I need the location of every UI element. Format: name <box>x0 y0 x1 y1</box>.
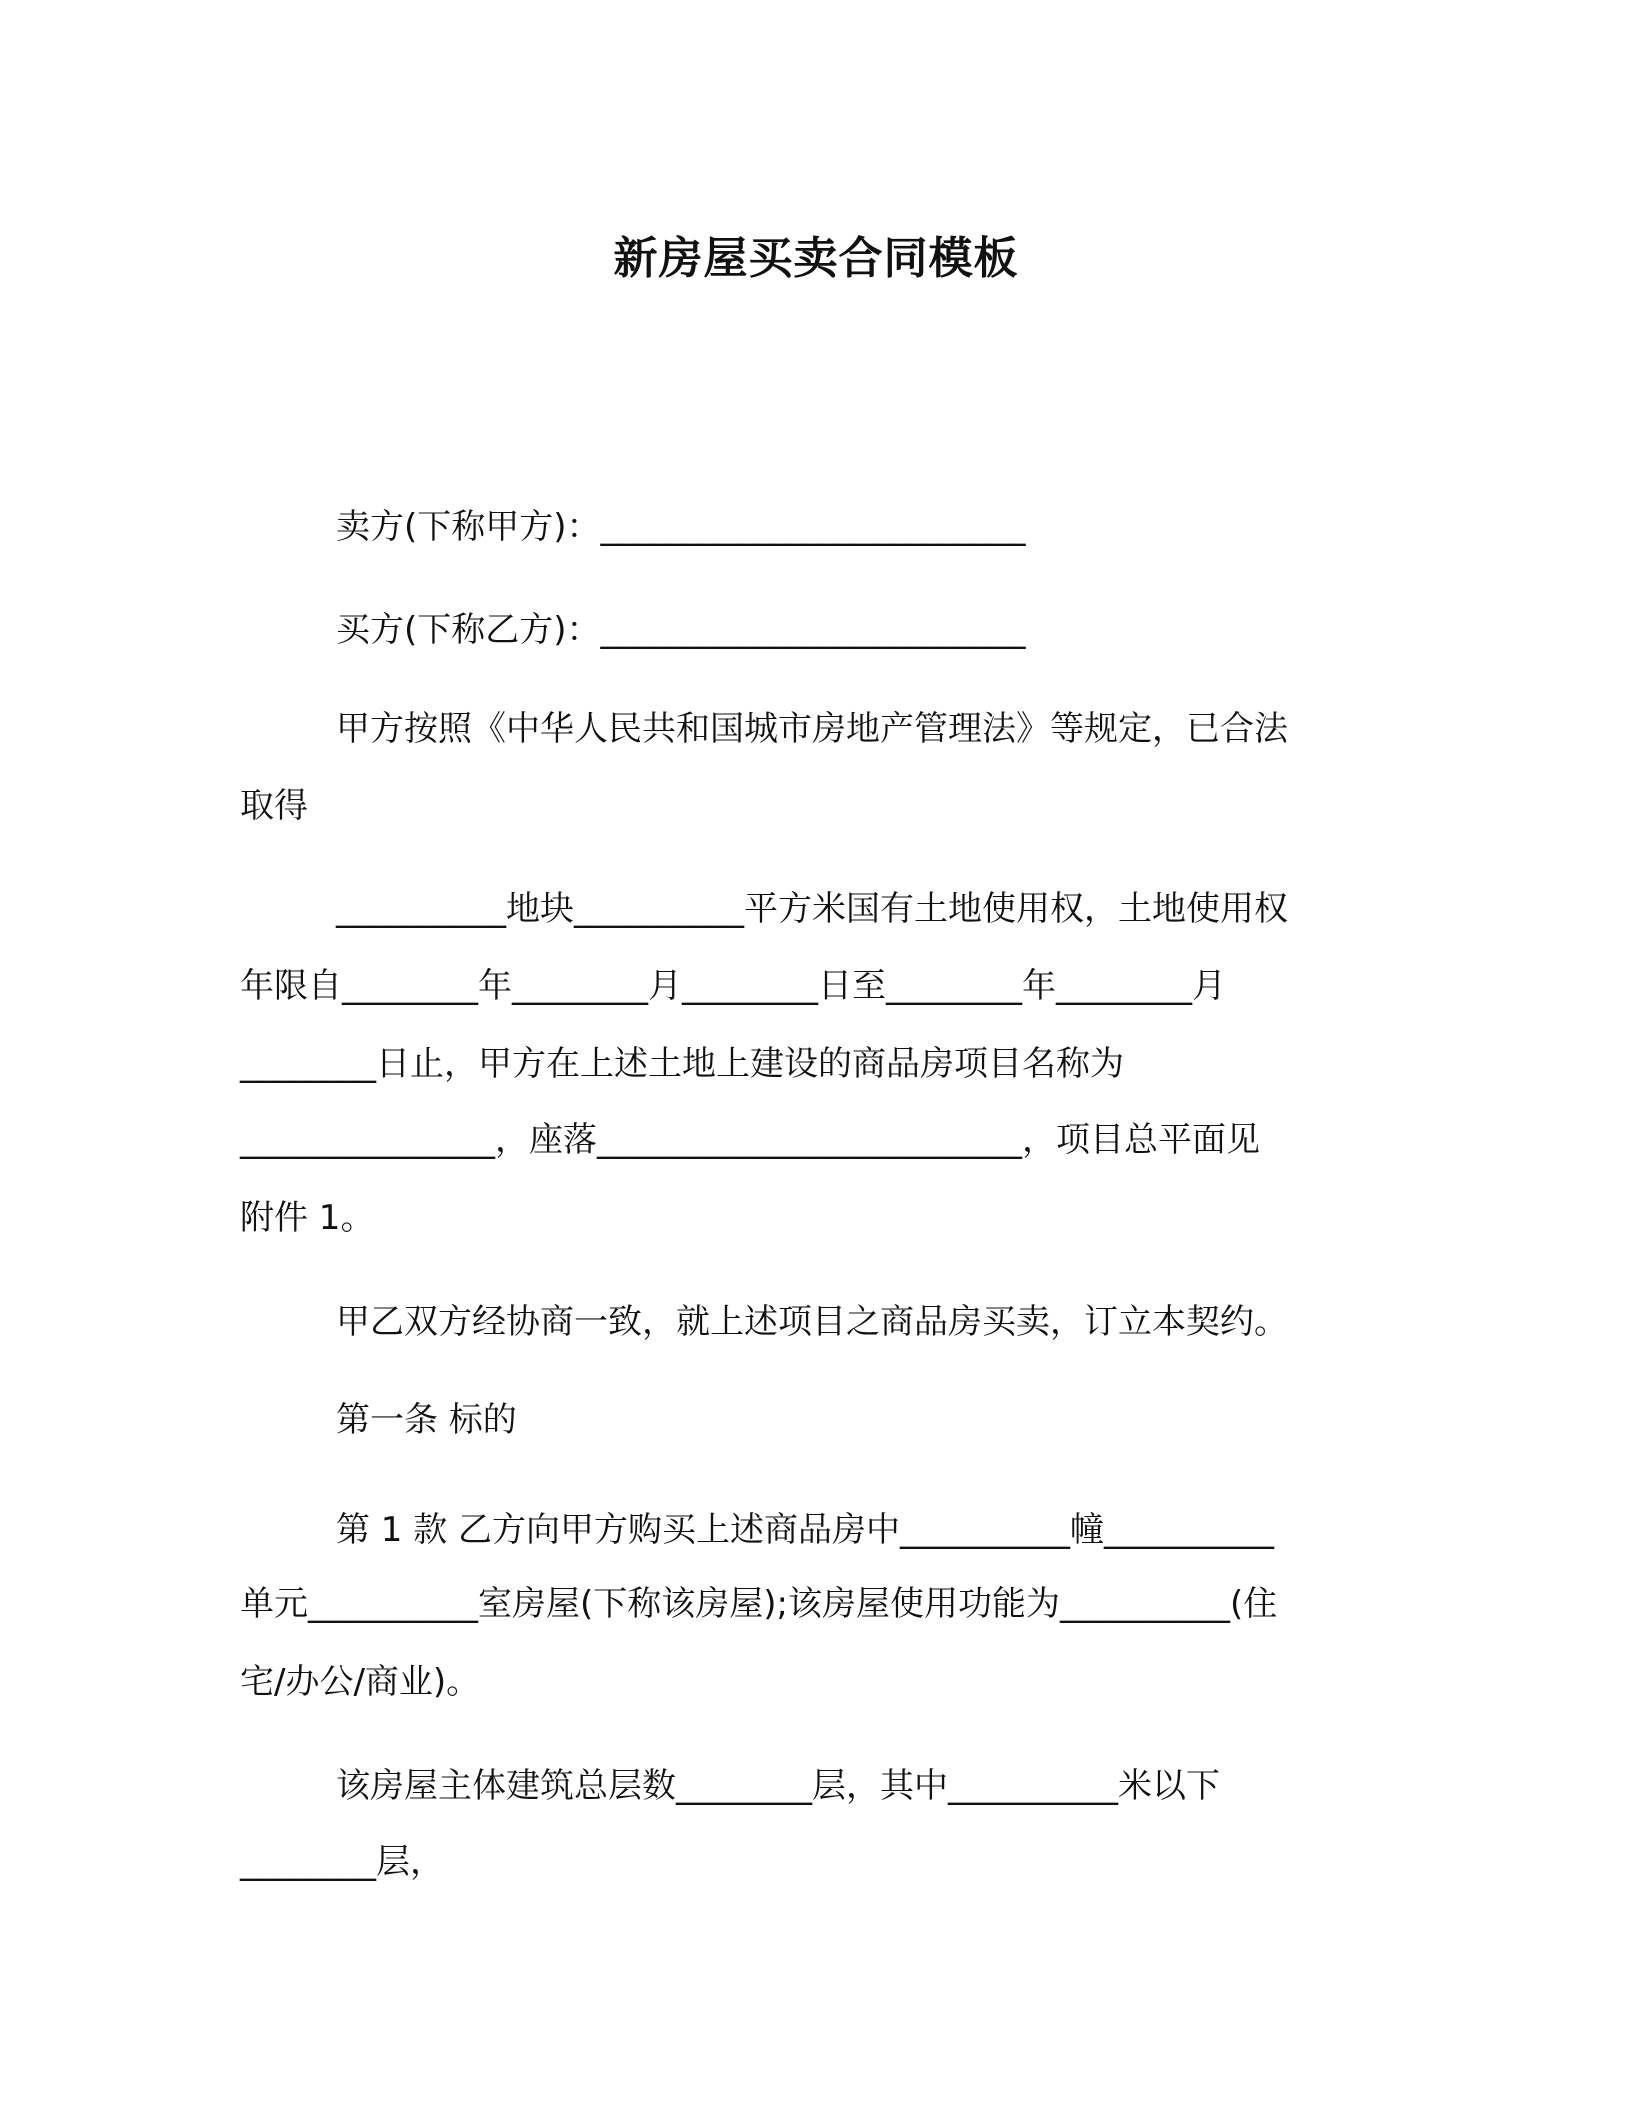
section-heading: 第一条 标的 <box>336 1400 517 1440</box>
clause-line: 单元__________室房屋(下称该房屋);该房屋使用功能为__________(住 <box>240 1584 1278 1624</box>
paragraph-line: 甲乙双方经协商一致，就上述项目之商品房买卖，订立本契约。 <box>336 1302 1288 1342</box>
clause-line: 该房屋主体建筑总层数________层，其中__________米以下 <box>336 1766 1220 1806</box>
document-title: 新房屋买卖合同模板 <box>613 233 1019 284</box>
buyer-line: 买方(下称乙方)：_________________________ <box>336 610 1026 650</box>
paragraph-line: 取得 <box>240 786 308 826</box>
clause-line: 第 1 款 乙方向甲方购买上述商品房中__________幢__________ <box>336 1510 1275 1550</box>
paragraph-line: 甲方按照《中华人民共和国城市房地产管理法》等规定，已合法 <box>336 709 1288 749</box>
paragraph-line: _______________，座落_________________________，项目总平面见 <box>240 1120 1260 1160</box>
paragraph-line: 附件 1。 <box>240 1198 375 1238</box>
clause-line: 宅/办公/商业)。 <box>240 1662 481 1702</box>
seller-line: 卖方(下称甲方)：_________________________ <box>336 507 1026 547</box>
paragraph-line: __________地块__________平方米国有土地使用权，土地使用权 <box>336 889 1288 929</box>
paragraph-line: 年限自________年________月________日至________年________月 <box>240 966 1226 1006</box>
clause-line: ________层， <box>240 1842 444 1882</box>
paragraph-line: ________日止，甲方在上述土地上建设的商品房项目名称为 <box>240 1044 1124 1084</box>
